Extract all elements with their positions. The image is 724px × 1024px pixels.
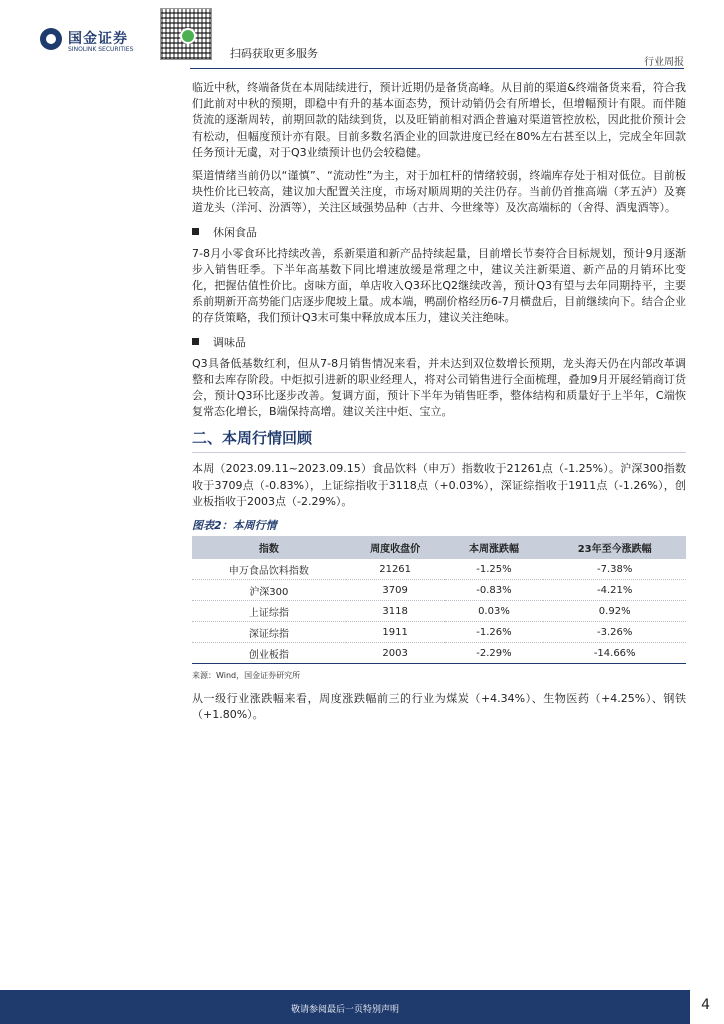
table-row [192,643,686,664]
cell-index: 深证综指 [248,628,289,640]
wechat-icon [180,28,196,44]
footer-disclaimer[interactable]: 敬请参阅最后一页特别声明 [290,1005,399,1015]
subheading-snack-label: 休闲食品 [213,225,257,239]
cell-close: 2003 [382,647,408,659]
subheading-snack [192,224,686,240]
cell-index: 沪深300 [249,586,289,598]
paragraph-liquor-outlook: 临近中秋，终端备货在本周陆续进行，预计近期仍是备货高峰。从目前的渠道&终端备货来看，符合我们此前对中秋的预期，即稳中有升的基本面态势，预计动销仍会有所增长，但增幅预计有限。而伴随货流的逐渐周转，前期回款的陆续到货，以及旺销前相对酒企普遍对渠道管控放松，因此批价预计会有松动，但幅度预计亦有限。目前多数名酒企业的回款进度已经在80%左右甚至以上，完成全年回款任务预计无虞，对于Q3业绩预计也仍会较稳健。 [192,81,686,159]
cell-ytd-change: -4.21% [596,584,633,596]
weekly-quotes-table [192,536,686,664]
table-row [192,601,686,622]
table-header-row [192,536,686,559]
cell-ytd-change: -7.38% [596,563,633,575]
main-content [192,80,686,730]
cell-weekly-change: -1.26% [476,626,512,638]
logo-icon [40,28,62,50]
qr-code-icon[interactable] [160,8,212,60]
cell-weekly-change: -1.25% [476,563,512,575]
cell-weekly-change: -0.83% [476,584,512,596]
header-divider [190,68,684,69]
cell-ytd-change: 0.92% [598,605,631,617]
table-source: 来源：Wind，国金证券研究所 [192,671,301,681]
page-number: 4 [701,997,710,1013]
column-header-close: 周度收盘价 [370,544,421,556]
cell-close: 3118 [382,605,408,617]
cell-ytd-change: -14.66% [593,647,636,659]
paragraph-market-intro: 本周（2023.09.11~2023.09.15）食品饮料（申万）指数收于21261点（-1.25%）。沪深300指数收于3709点（-0.83%），上证综指收于3118点（+0.03%），深证综指收于1911点（-1.26%），创业板指收于2003点（-2.29%）。 [192,462,686,508]
section-title-market-review: 二、本周行情回顾 [192,427,686,453]
cell-close: 3709 [382,584,408,596]
column-header-weekly-change: 本周涨跌幅 [468,544,519,556]
cell-index: 上证综指 [248,607,289,619]
column-header-ytd-change: 23年至今涨跌幅 [577,544,652,556]
table-row [192,622,686,643]
paragraph-industry-ranking: 从一级行业涨跌幅来看，周度涨跌幅前三的行业为煤炭（+4.34%）、生物医药（+4.25%）、钢铁（+1.80%）。 [192,692,686,722]
cell-close: 21261 [379,563,412,575]
company-logo [40,28,150,58]
subheading-condiment-label: 调味品 [213,335,246,349]
paragraph-condiment: Q3具备低基数红利，但从7-8月销售情况来看，并未达到双位数增长预期，龙头海天仍在内部改革调整和去库存阶段。中炬拟引进新的职业经理人，将对公司销售进行全面梳理，叠加9月开展经销商订货会，预计Q3环比逐步改善。复调方面，预计下半年为销售旺季，整体结构和质量好于上半年，C端恢复常态化增长，B端保持高增。建议关注中炬、宝立。 [192,356,686,419]
paragraph-snack: 7-8月小零食环比持续改善，系新渠道和新产品持续起量，目前增长节奏符合目标规划，预计9月逐渐步入销售旺季。下半年高基数下同比增速放缓是常理之中，建议关注新渠道、新产品的月销环比变化，把握估值性价比。卤味方面，单店收入Q3环比Q2继续改善，预计Q3有望与去年同期持平，主要系前期新开高势能门店逐步爬坡上量。成本端，鸭副价格经历6-7月横盘后，目前继续向下。结合企业的存货策略，我们预计Q3末可集中释放成本压力，建议关注绝味。 [192,246,686,325]
bullet-square-icon [192,338,199,345]
table-row [192,559,686,580]
logo-name-en: SINOLINK SECURITIES [68,46,134,53]
cell-ytd-change: -3.26% [596,626,633,638]
cell-weekly-change: -2.29% [476,647,512,659]
cell-close: 1911 [382,626,408,638]
paragraph-liquor-recommendation: 渠道情绪当前仍以“谨慎”、“流动性”为主，对于加杠杆的情绪较弱，终端库存处于相对低位。目前板块性价比已较高，建议加大配置关注度，市场对顺周期的关注仍存。当前仍首推高端（茅五泸）及赛道龙头（洋河、汾酒等），关注区域强势品种（古井、今世缘等）及次高端标的（舍得、酒鬼酒等）。 [192,169,686,215]
qr-caption: 扫码获取更多服务 [230,47,318,60]
cell-index: 创业板指 [248,649,289,661]
report-type-label: 行业周报 [644,57,684,68]
logo-name-cn: 国金证券 [68,31,128,47]
page-header [0,0,724,70]
column-header-index: 指数 [258,544,279,556]
table-caption: 图表2：本周行情 [192,519,277,533]
table-row [192,580,686,601]
cell-weekly-change: 0.03% [478,605,510,617]
cell-index: 申万食品饮料指数 [228,565,309,577]
subheading-condiment [192,334,686,350]
bullet-square-icon [192,228,199,235]
